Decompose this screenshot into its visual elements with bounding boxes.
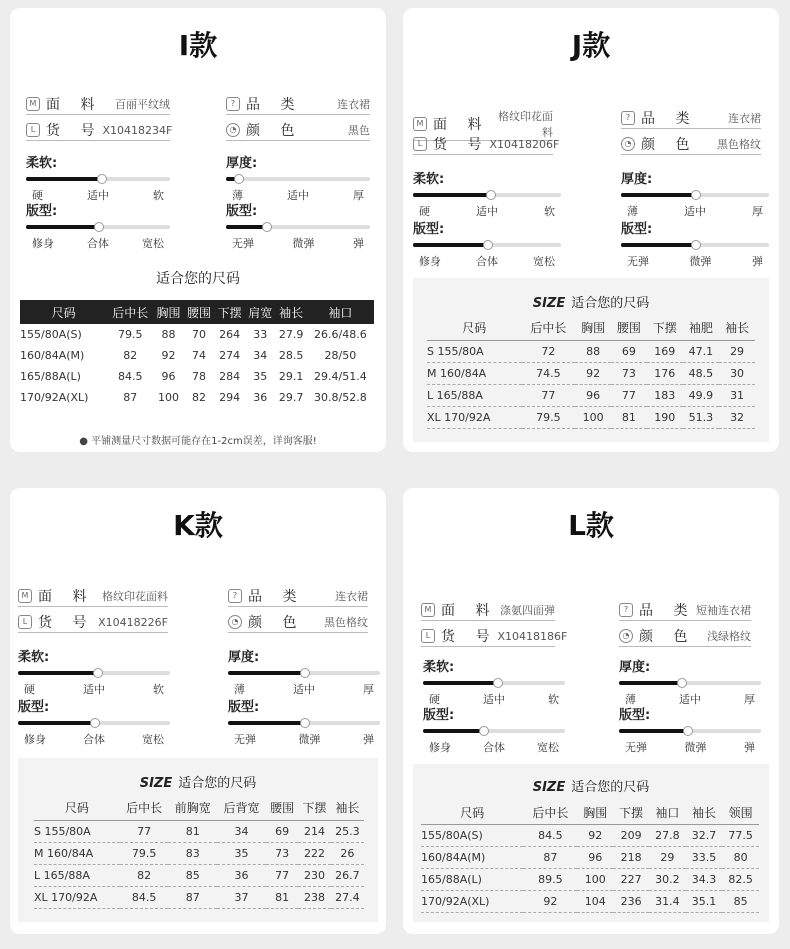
column-header: 下摆 xyxy=(298,794,330,821)
table-cell: 222 xyxy=(298,843,330,865)
column-header: 尺码 xyxy=(34,794,120,821)
thickness-scale: 厚度: 薄 适中 厚 xyxy=(619,656,761,707)
code-row: L 货 号 X10418234F xyxy=(26,120,170,141)
table-cell: 31 xyxy=(719,385,755,407)
table-cell: 100 xyxy=(575,407,611,429)
table-cell: 35.1 xyxy=(686,891,723,913)
code-value: X10418226F xyxy=(98,615,168,629)
size-panel xyxy=(413,278,769,442)
table-cell: 169 xyxy=(647,341,683,363)
size-title: SIZE 适合您的尺码 xyxy=(139,776,257,791)
table-cell: 81 xyxy=(611,407,647,429)
table-cell: 264 xyxy=(219,328,241,341)
table-cell: 36 xyxy=(253,391,268,404)
column-header: 袖口 xyxy=(307,300,374,324)
fabric-row: M 面 料 涤氨四面弹 xyxy=(421,600,555,621)
size-title: 适合您的尺码 xyxy=(156,271,240,287)
column-header: 袖口 xyxy=(649,800,686,825)
category-icon: ? xyxy=(226,97,240,111)
table-cell: 74.5 xyxy=(522,363,576,385)
code-icon: L xyxy=(18,615,32,629)
column-header: 后中长 xyxy=(522,314,576,341)
table-cell: 70 xyxy=(192,328,207,341)
column-header: 袖长 xyxy=(276,300,307,324)
table-cell: 96 xyxy=(577,847,613,869)
card-title: I款 xyxy=(178,29,218,62)
table-cell: 27.9 xyxy=(278,328,304,341)
fit-scale: 版型: 修身 合体 宽松 xyxy=(18,696,170,747)
table-cell: 77 xyxy=(120,821,169,843)
category-row: ? 品 类 短袖连衣裙 xyxy=(619,600,751,621)
color-row: ◔ 颜 色 黑色 xyxy=(226,120,370,141)
table-cell: 51.3 xyxy=(683,407,720,429)
table-cell: 83 xyxy=(168,843,217,865)
column-header: 领围 xyxy=(722,800,759,825)
card-title: K款 xyxy=(173,509,223,542)
table-cell: 34 xyxy=(217,821,266,843)
table-cell: 69 xyxy=(611,341,647,363)
table-cell: 32.7 xyxy=(686,825,723,847)
category-value: 连衣裙 xyxy=(335,590,368,603)
table-cell: 104 xyxy=(577,891,613,913)
column-header: 腰围 xyxy=(611,314,647,341)
table-cell: 27.4 xyxy=(331,887,364,909)
table-cell: L 165/88A xyxy=(34,865,120,887)
code-row: L 货 号 X10418226F xyxy=(18,612,168,633)
table-cell: 28/50 xyxy=(324,349,357,362)
color-row: ◔ 颜 色 黑色格纹 xyxy=(621,134,761,155)
elastic-scale: 版型: 无弹 微弹 弹 xyxy=(621,218,769,269)
table-cell: 100 xyxy=(157,391,179,404)
table-cell: S 155/80A xyxy=(34,821,120,843)
card-k xyxy=(10,488,386,934)
table-cell: 81 xyxy=(168,821,217,843)
table-row xyxy=(421,847,759,869)
table-cell: 82 xyxy=(123,349,138,362)
table-cell: S 155/80A xyxy=(427,341,522,363)
column-header: 袖肥 xyxy=(683,314,720,341)
column-header: 尺码 xyxy=(20,300,107,324)
table-cell: 37 xyxy=(217,887,266,909)
card-title: L款 xyxy=(568,509,614,542)
table-cell: 82.5 xyxy=(722,869,759,891)
table-cell: 29 xyxy=(719,341,755,363)
table-header-row xyxy=(427,314,755,341)
card-i xyxy=(10,8,386,452)
fabric-value: 百丽平纹绒 xyxy=(115,98,170,111)
table-cell: 26.7 xyxy=(331,865,364,887)
column-header: 后中长 xyxy=(107,300,153,324)
fabric-icon: M xyxy=(413,117,427,131)
table-cell: 92 xyxy=(523,891,577,913)
table-cell: 183 xyxy=(647,385,683,407)
table-cell: 236 xyxy=(613,891,649,913)
table-header-row xyxy=(421,800,759,825)
table-cell: 29 xyxy=(649,847,686,869)
column-header: 尺码 xyxy=(427,314,522,341)
table-row xyxy=(427,341,755,363)
column-header: 肩宽 xyxy=(245,300,276,324)
table-cell: 214 xyxy=(298,821,330,843)
table-cell: 27.8 xyxy=(649,825,686,847)
table-cell: 82 xyxy=(120,865,169,887)
table-cell: 77 xyxy=(611,385,647,407)
card-j xyxy=(403,8,779,452)
color-row: ◔ 颜 色 黑色格纹 xyxy=(228,612,368,633)
table-cell: 155/80A(S) xyxy=(20,328,82,341)
table-cell: 29.7 xyxy=(278,391,304,404)
table-cell: 160/84A(M) xyxy=(421,847,523,869)
table-cell: 30.2 xyxy=(649,869,686,891)
table-cell: 165/88A(L) xyxy=(421,869,523,891)
table-cell: 28.5 xyxy=(278,349,304,362)
table-cell: 92 xyxy=(577,825,613,847)
card-l xyxy=(403,488,779,934)
table-cell: M 160/84A xyxy=(34,843,120,865)
table-row xyxy=(20,387,374,408)
softness-scale: 柔软: 硬 适中 软 xyxy=(18,646,170,697)
table-cell: 238 xyxy=(298,887,330,909)
table-cell: 284 xyxy=(219,370,241,383)
table-cell: 26.6/48.6 xyxy=(314,328,367,341)
table-cell: 79.5 xyxy=(522,407,576,429)
table-cell: 100 xyxy=(577,869,613,891)
table-cell: 29.4/51.4 xyxy=(314,370,367,383)
table-cell: L 165/88A xyxy=(427,385,522,407)
table-cell: 33 xyxy=(253,328,268,341)
size-title: SIZE 适合您的尺码 xyxy=(532,780,650,795)
table-cell: 35 xyxy=(217,843,266,865)
table-cell: 218 xyxy=(613,847,649,869)
table-cell: 87 xyxy=(168,887,217,909)
table-row xyxy=(421,891,759,913)
table-row xyxy=(427,385,755,407)
table-cell: 176 xyxy=(647,363,683,385)
category-icon: ? xyxy=(228,589,242,603)
fabric-value: 涤氨四面弹 xyxy=(500,604,555,617)
table-cell: 69 xyxy=(266,821,298,843)
table-cell: 87 xyxy=(123,391,138,404)
table-header-row xyxy=(34,794,364,821)
table-cell: 92 xyxy=(575,363,611,385)
table-cell: 294 xyxy=(219,391,241,404)
table-cell: 170/92A(XL) xyxy=(20,391,89,404)
size-title: SIZE 适合您的尺码 xyxy=(532,296,650,311)
table-row xyxy=(20,366,374,387)
softness-scale: 柔软: 硬 适中 软 xyxy=(26,152,170,203)
column-header: 后背宽 xyxy=(217,794,266,821)
table-header-row xyxy=(20,300,374,324)
table-cell: 31.4 xyxy=(649,891,686,913)
color-icon: ◔ xyxy=(619,629,633,643)
category-row: ? 品 类 连衣裙 xyxy=(226,94,370,115)
code-row: L 货 号 X10418206F xyxy=(413,134,553,155)
table-cell: 84.5 xyxy=(117,370,143,383)
table-cell: 73 xyxy=(611,363,647,385)
column-header: 腰围 xyxy=(184,300,215,324)
column-header: 下摆 xyxy=(613,800,649,825)
category-row: ? 品 类 连衣裙 xyxy=(228,586,368,607)
table-cell: 30.8/52.8 xyxy=(314,391,367,404)
table-row xyxy=(421,825,759,847)
table-cell: 92 xyxy=(161,349,176,362)
table-cell: 49.9 xyxy=(683,385,720,407)
code-icon: L xyxy=(421,629,435,643)
measurement-note: ● 平铺测量尺寸数据可能存在1-2cm误差，详询客服! xyxy=(79,436,317,447)
table-cell: 190 xyxy=(647,407,683,429)
fabric-icon: M xyxy=(26,97,40,111)
fabric-row: M 面 料 格纹印花面料 xyxy=(18,586,168,607)
color-row: ◔ 颜 色 浅绿格纹 xyxy=(619,626,751,647)
table-cell: 84.5 xyxy=(523,825,577,847)
card-title: J款 xyxy=(571,29,611,62)
code-value: X10418186F xyxy=(497,629,568,643)
table-cell: 33.5 xyxy=(686,847,723,869)
category-value: 短袖连衣裙 xyxy=(696,604,751,617)
column-header: 胸围 xyxy=(577,800,613,825)
table-cell: 89.5 xyxy=(523,869,577,891)
category-value: 连衣裙 xyxy=(728,112,761,125)
color-value: 黑色格纹 xyxy=(717,138,761,151)
table-cell: 274 xyxy=(219,349,241,362)
table-row xyxy=(20,345,374,366)
table-row xyxy=(421,869,759,891)
column-header: 后中长 xyxy=(120,794,169,821)
table-cell: 32 xyxy=(719,407,755,429)
column-header: 胸围 xyxy=(153,300,184,324)
code-icon: L xyxy=(413,137,427,151)
table-row xyxy=(427,407,755,429)
table-row xyxy=(34,821,364,843)
table-cell: 48.5 xyxy=(683,363,720,385)
category-icon: ? xyxy=(621,111,635,125)
column-header: 下摆 xyxy=(214,300,245,324)
size-table xyxy=(421,800,759,913)
info-icon: ● xyxy=(79,436,88,447)
fabric-icon: M xyxy=(421,603,435,617)
color-value: 黑色 xyxy=(348,124,370,137)
elastic-scale: 版型: 无弹 微弹 弹 xyxy=(619,704,761,755)
size-table xyxy=(34,794,364,909)
table-cell: 155/80A(S) xyxy=(421,825,523,847)
table-cell: 72 xyxy=(522,341,576,363)
fit-scale: 版型: 修身 合体 宽松 xyxy=(423,704,565,755)
column-header: 尺码 xyxy=(421,800,523,825)
table-row xyxy=(34,843,364,865)
table-cell: 29.1 xyxy=(278,370,304,383)
table-cell: 87 xyxy=(523,847,577,869)
table-cell: 85 xyxy=(722,891,759,913)
table-cell: 35 xyxy=(253,370,268,383)
table-cell: XL 170/92A xyxy=(427,407,522,429)
column-header: 腰围 xyxy=(266,794,298,821)
table-cell: 88 xyxy=(575,341,611,363)
size-table xyxy=(20,300,374,408)
table-cell: 230 xyxy=(298,865,330,887)
size-panel xyxy=(413,764,769,922)
table-cell: 85 xyxy=(168,865,217,887)
category-row: ? 品 类 连衣裙 xyxy=(621,108,761,129)
table-cell: 160/84A(M) xyxy=(20,349,85,362)
column-header: 前胸宽 xyxy=(168,794,217,821)
table-cell: 30 xyxy=(719,363,755,385)
color-value: 浅绿格纹 xyxy=(707,630,751,643)
table-cell: 77 xyxy=(522,385,576,407)
column-header: 胸围 xyxy=(575,314,611,341)
table-row xyxy=(20,324,374,345)
size-table xyxy=(427,314,755,429)
table-cell: 96 xyxy=(161,370,176,383)
table-cell: 34.3 xyxy=(686,869,723,891)
fit-scale: 版型: 修身 合体 宽松 xyxy=(26,200,170,251)
fabric-row: M 面 料 百丽平纹绒 xyxy=(26,94,170,115)
table-row xyxy=(34,887,364,909)
color-icon: ◔ xyxy=(226,123,240,137)
code-row: L 货 号 X10418186F xyxy=(421,626,555,647)
thickness-scale: 厚度: 薄 适中 厚 xyxy=(228,646,380,697)
table-cell: 25.3 xyxy=(331,821,364,843)
code-value: X10418234F xyxy=(102,123,173,137)
table-cell: 170/92A(XL) xyxy=(421,891,523,913)
fabric-row: M 面 料 格纹印花面料 xyxy=(413,108,553,141)
table-cell: 81 xyxy=(266,887,298,909)
elastic-scale: 版型: 无弹 微弹 弹 xyxy=(226,200,370,251)
color-icon: ◔ xyxy=(621,137,635,151)
color-value: 黑色格纹 xyxy=(324,616,368,629)
table-cell: 47.1 xyxy=(683,341,720,363)
table-cell: 79.5 xyxy=(120,843,169,865)
table-row xyxy=(427,363,755,385)
softness-scale: 柔软: 硬 适中 软 xyxy=(413,168,561,219)
table-cell: 79.5 xyxy=(117,328,143,341)
table-cell: 78 xyxy=(192,370,207,383)
table-cell: 26 xyxy=(331,843,364,865)
table-cell: 84.5 xyxy=(120,887,169,909)
elastic-scale: 版型: 无弹 微弹 弹 xyxy=(228,696,380,747)
column-header: 后中长 xyxy=(523,800,577,825)
table-cell: XL 170/92A xyxy=(34,887,120,909)
category-value: 连衣裙 xyxy=(337,98,370,111)
table-cell: 73 xyxy=(266,843,298,865)
column-header: 下摆 xyxy=(647,314,683,341)
table-cell: 209 xyxy=(613,825,649,847)
column-header: 袖长 xyxy=(686,800,723,825)
thickness-scale: 厚度: 薄 适中 厚 xyxy=(621,168,769,219)
column-header: 袖长 xyxy=(719,314,755,341)
color-icon: ◔ xyxy=(228,615,242,629)
table-cell: 77.5 xyxy=(722,825,759,847)
size-panel xyxy=(18,758,378,922)
table-cell: 227 xyxy=(613,869,649,891)
softness-scale: 柔软: 硬 适中 软 xyxy=(423,656,565,707)
table-cell: 88 xyxy=(161,328,176,341)
table-cell: 77 xyxy=(266,865,298,887)
column-header: 袖长 xyxy=(331,794,364,821)
thickness-scale: 厚度: 薄 适中 厚 xyxy=(226,152,370,203)
table-cell: 36 xyxy=(217,865,266,887)
fabric-value: 格纹印花面料 xyxy=(498,110,553,139)
code-value: X10418206F xyxy=(489,137,560,151)
table-cell: 80 xyxy=(722,847,759,869)
table-cell: 82 xyxy=(192,391,207,404)
table-cell: 165/88A(L) xyxy=(20,370,81,383)
fabric-value: 格纹印花面料 xyxy=(102,590,168,603)
category-icon: ? xyxy=(619,603,633,617)
code-icon: L xyxy=(26,123,40,137)
fit-scale: 版型: 修身 合体 宽松 xyxy=(413,218,561,269)
fabric-icon: M xyxy=(18,589,32,603)
table-cell: 34 xyxy=(253,349,268,362)
table-row xyxy=(34,865,364,887)
table-cell: M 160/84A xyxy=(427,363,522,385)
table-cell: 96 xyxy=(575,385,611,407)
table-cell: 74 xyxy=(192,349,207,362)
